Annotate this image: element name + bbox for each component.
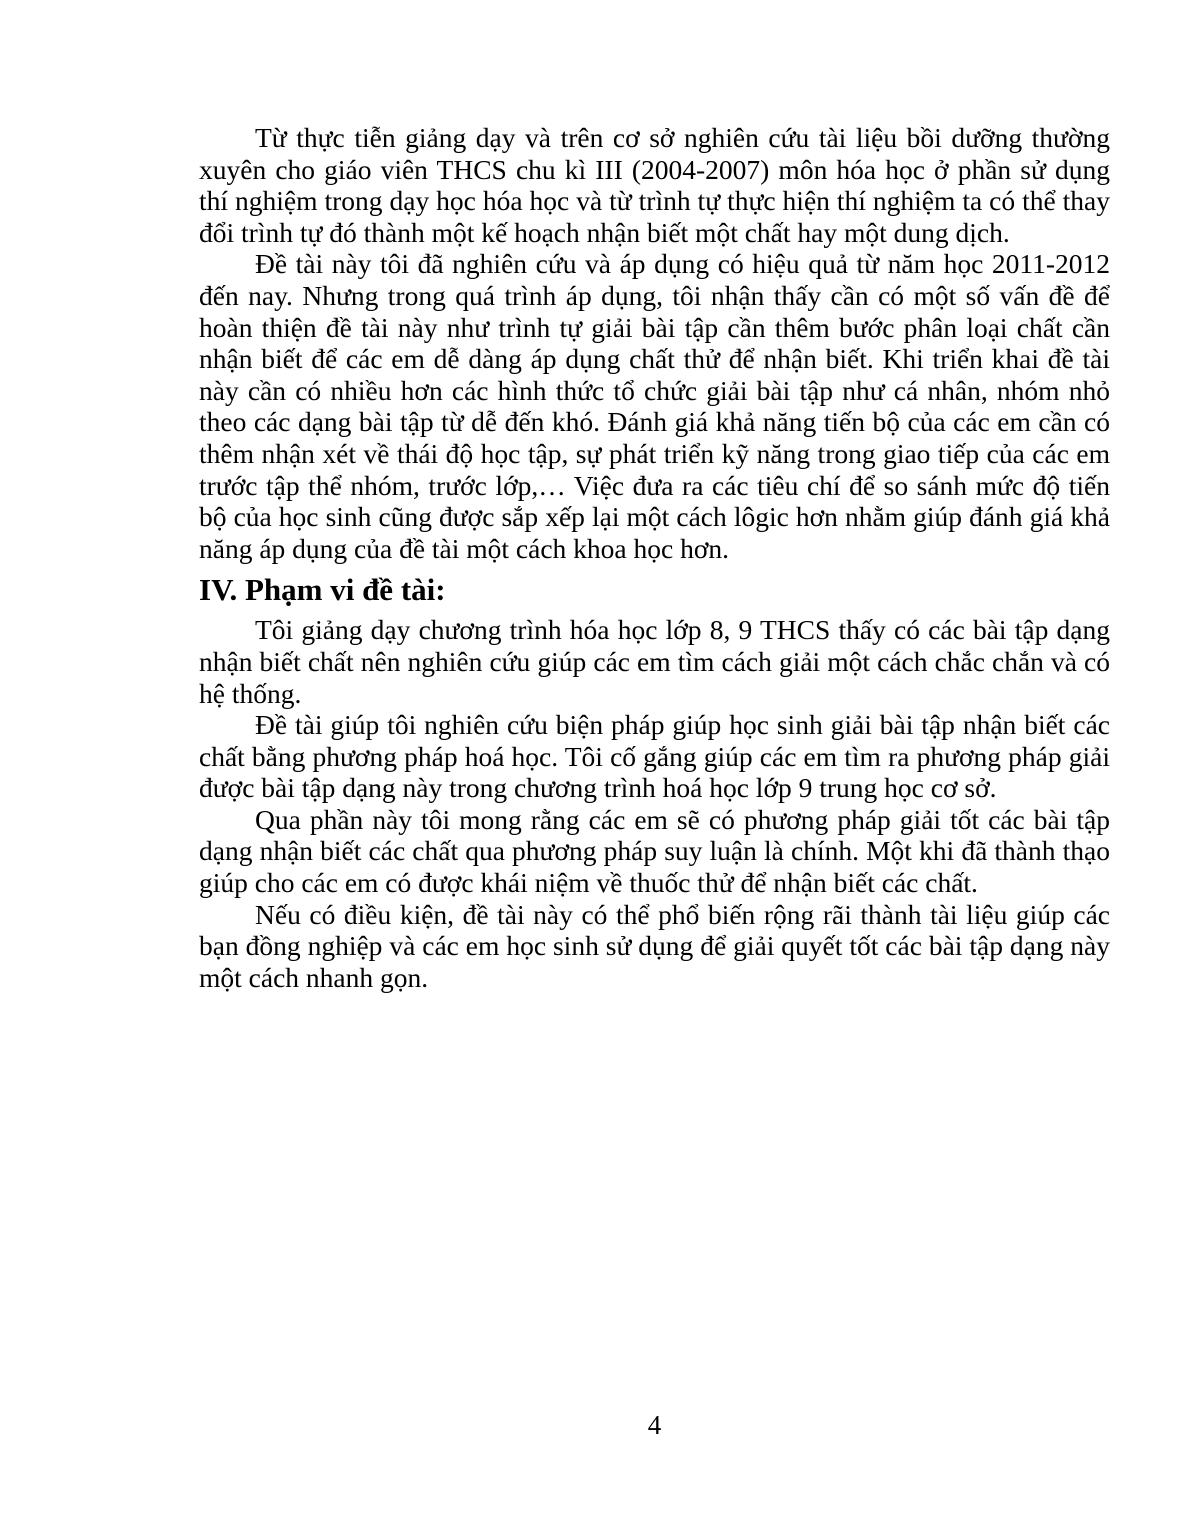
page-number: 4 xyxy=(647,1410,662,1440)
paragraph-scope-2: Đề tài giúp tôi nghiên cứu biện pháp giúp học sinh giải bài tập nhận biết các chất bằng phương pháp hoá học. Tôi cố gắng giúp các em tìm ra phương pháp giải được bài tập dạng này trong chương trình hoá học lớp 9 trung học cơ sở. xyxy=(199,709,1110,804)
document-content xyxy=(199,122,1110,993)
paragraph-intro-1: Từ thực tiễn giảng dạy và trên cơ sở nghiên cứu tài liệu bồi dưỡng thường xuyên cho giáo viên THCS chu kì III (2004-2007) môn hóa học ở phần sử dụng thí nghiệm trong dạy học hóa học và từ trình tự thực hiện thí nghiệm ta có thể thay đổi trình tự đó thành một kế hoạch nhận biết một chất hay một dung dịch. xyxy=(199,122,1110,248)
section-heading: IV. Phạm vi đề tài: xyxy=(199,572,446,608)
paragraph-scope-3: Qua phần này tôi mong rằng các em sẽ có phương pháp giải tốt các bài tập dạng nhận biết các chất qua phương pháp suy luận là chính. Một khi đã thành thạo giúp cho các em có được khái niệm về thuốc thử để nhận biết các chất. xyxy=(199,803,1110,899)
paragraph-intro-2: Đề tài này tôi đã nghiên cứu và áp dụng có hiệu quả từ năm học 2011-2012 đến nay. Nhưng trong quá trình áp dụng, tôi nhận thấy cần có một số vấn đề để hoàn thiện đề tài này như trình tự giải bài tập cần thêm bước phân loại chất cần nhận biết để các em dễ dàng áp dụng chất thử để nhận biết. Khi triển khai đề tài này cần có nhiều hơn các hình thức tổ chức giải bài tập như cá nhân, nhóm nhỏ theo các dạng bài tập từ dễ đến khó. Đánh giá khả năng tiến bộ của các em cần có thêm nhận xét về thái độ học tập, sự phát triển kỹ năng trong giao tiếp của các em trước tập thể nhóm, trước lớp,… Việc đưa ra các tiêu chí để so sánh mức độ tiến bộ của học sinh cũng được sắp xếp lại một cách lôgic hơn nhằm giúp đánh giá khả năng áp dụng của đề tài một cách khoa học hơn. xyxy=(199,248,1110,564)
paragraph-scope-4: Nếu có điều kiện, đề tài này có thể phổ biến rộng rãi thành tài liệu giúp các bạn đồng nghiệp và các em học sinh sử dụng để giải quyết tốt các bài tập dạng này một cách nhanh gọn. xyxy=(199,898,1110,993)
paragraph-scope-1: Tôi giảng dạy chương trình hóa học lớp 8, 9 THCS thấy có các bài tập dạng nhận biết chất nên nghiên cứu giúp các em tìm cách giải một cách chắc chắn và có hệ thống. xyxy=(199,614,1110,709)
